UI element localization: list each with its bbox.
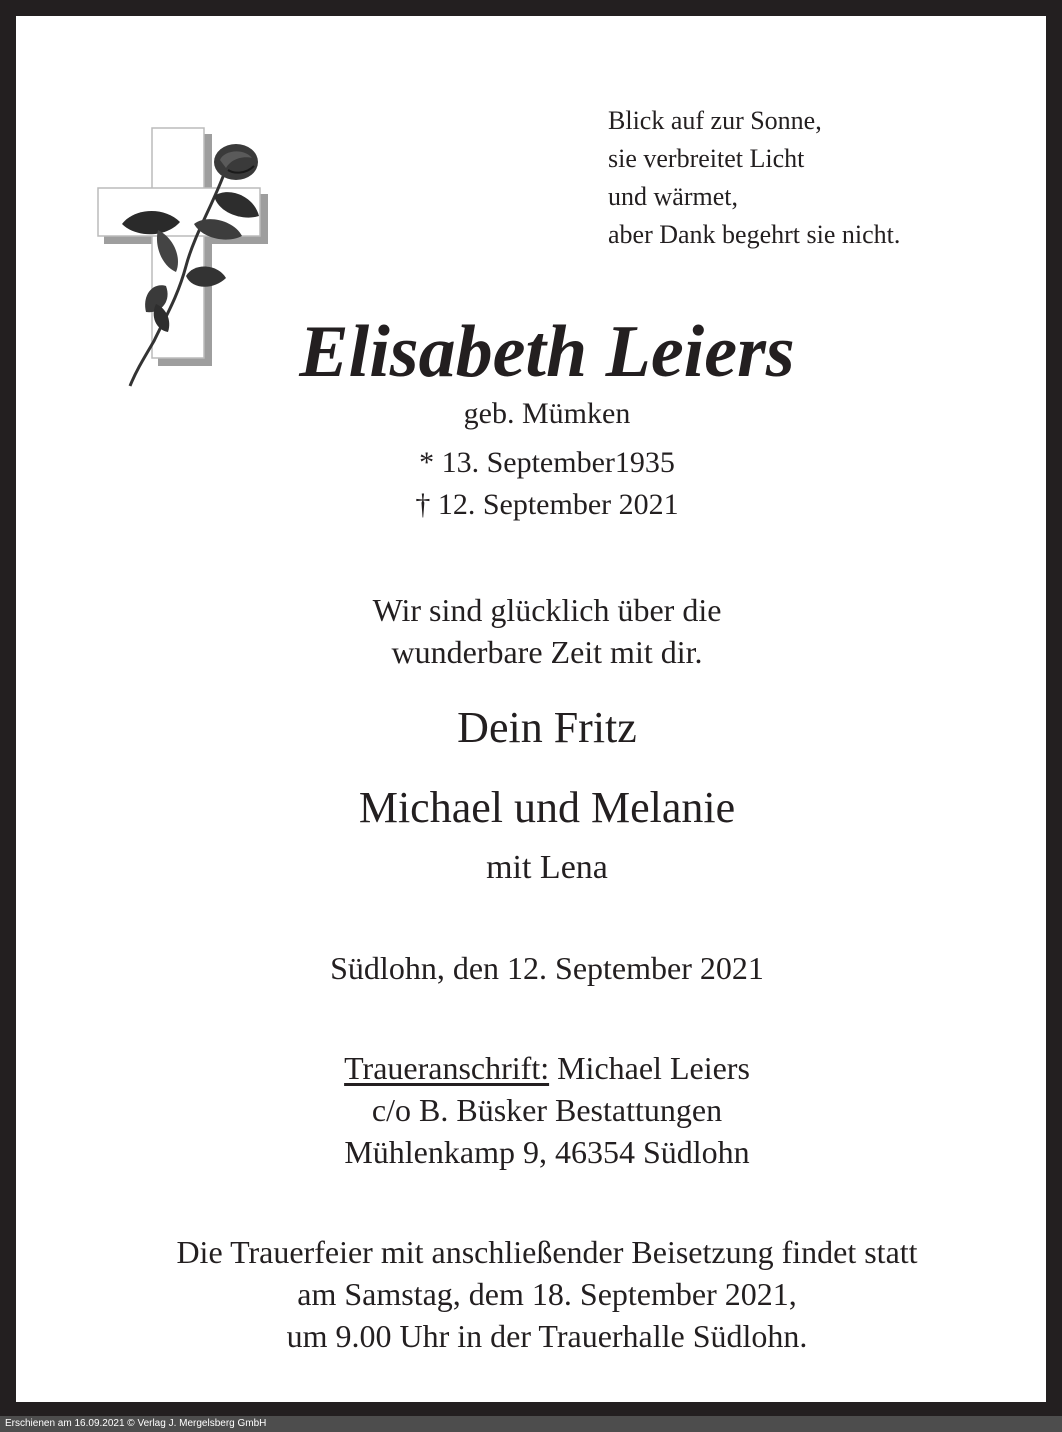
mourning-address-line bbox=[16, 1050, 1062, 1087]
message-line: wunderbare Zeit mit dir. bbox=[391, 634, 703, 670]
poem-line: Blick auf zur Sonne, bbox=[608, 106, 822, 135]
funeral-info-line: Die Trauerfeier mit anschließender Beisetzung findet statt bbox=[176, 1234, 918, 1270]
mourning-address-name: Michael Leiers bbox=[549, 1050, 750, 1086]
poem-line: sie verbreitet Licht bbox=[608, 144, 805, 173]
funeral-info-line: um 9.00 Uhr in der Trauerhalle Südlohn. bbox=[286, 1318, 808, 1354]
birth-date: * 13. September1935 bbox=[419, 446, 675, 479]
mourning-address-label: Traueranschrift: bbox=[344, 1050, 550, 1086]
birth-name: geb. Mümken bbox=[463, 397, 631, 430]
message-line: Wir sind glücklich über die bbox=[372, 592, 722, 628]
mourning-address-line: c/o B. Büsker Bestattungen bbox=[371, 1092, 723, 1128]
poem-line: und wärmet, bbox=[608, 182, 738, 211]
mourner-line: Michael und Melanie bbox=[358, 783, 736, 832]
mourner-line: mit Lena bbox=[486, 849, 608, 886]
poem-line: aber Dank begehrt sie nicht. bbox=[608, 220, 901, 249]
poem bbox=[608, 102, 900, 254]
publication-footer: Erschienen am 16.09.2021 © Verlag J. Mergelsberg GmbH bbox=[0, 1416, 1062, 1432]
deceased-name: Elisabeth Leiers bbox=[299, 311, 795, 393]
death-date: † 12. September 2021 bbox=[415, 488, 679, 521]
funeral-info-line: am Samstag, dem 18. September 2021, bbox=[297, 1276, 797, 1312]
place-and-date: Südlohn, den 12. September 2021 bbox=[330, 950, 764, 986]
mourning-address-line: Mühlenkamp 9, 46354 Südlohn bbox=[344, 1134, 750, 1170]
mourner-line: Dein Fritz bbox=[457, 703, 637, 752]
